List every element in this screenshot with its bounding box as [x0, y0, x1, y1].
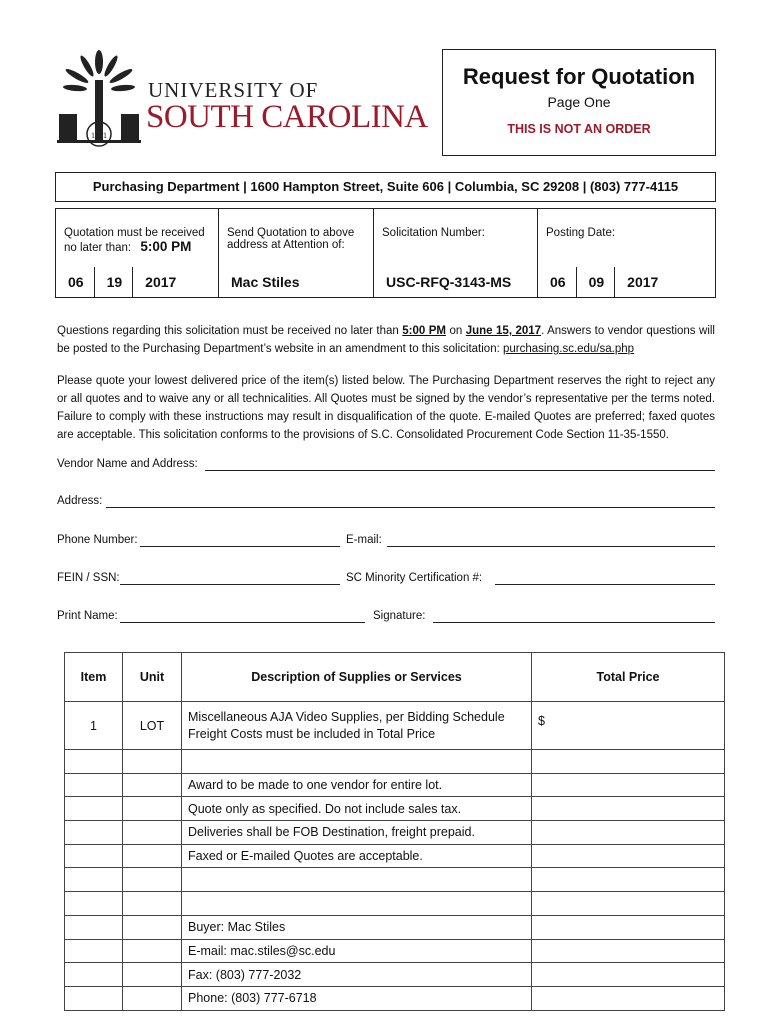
- minority-cert-field[interactable]: [495, 584, 715, 585]
- note-total-cell: [532, 963, 725, 987]
- note-item-cell: [65, 986, 123, 1010]
- note-item-cell: [65, 915, 123, 939]
- note-total-cell: [532, 986, 725, 1010]
- purchasing-address-bar: Purchasing Department | 1600 Hampton Street, Suite 606 | Columbia, SC 29208 | (803) 777-4115: [55, 172, 716, 202]
- not-an-order-notice: THIS IS NOT AN ORDER: [507, 122, 651, 136]
- table-row: [65, 702, 725, 750]
- vendor-name-label: Vendor Name and Address:: [57, 458, 198, 470]
- posting-label: Posting Date:: [546, 227, 616, 239]
- note-description-cell: Buyer: Mac Stiles: [182, 915, 532, 939]
- note-description-cell: [182, 868, 532, 892]
- note-description-cell: [182, 892, 532, 916]
- table-row: [65, 821, 725, 845]
- phone-label: Phone Number:: [57, 534, 138, 546]
- table-row: [65, 797, 725, 821]
- received-time: 5:00 PM: [140, 239, 192, 254]
- post-year: 2017: [627, 274, 659, 290]
- solicitation-cell: [374, 209, 538, 297]
- attention-cell: [219, 209, 374, 297]
- note-description-cell: [182, 750, 532, 774]
- table-row: [65, 868, 725, 892]
- signature-label: Signature:: [373, 610, 426, 622]
- note-total-cell: [532, 773, 725, 797]
- note-item-cell: [65, 939, 123, 963]
- palmetto-logo-icon: [57, 44, 141, 152]
- address-label: Address:: [57, 495, 103, 507]
- vendor-name-field[interactable]: [205, 470, 715, 471]
- note-unit-cell: [123, 750, 182, 774]
- note-description-cell: Deliveries shall be FOB Destination, freight prepaid.: [182, 821, 532, 845]
- note-total-cell: [532, 868, 725, 892]
- note-item-cell: [65, 750, 123, 774]
- logo-south-carolina: SOUTH CAROLINA: [146, 99, 428, 135]
- note-total-cell: [532, 750, 725, 774]
- note-total-cell: [532, 892, 725, 916]
- table-row: [65, 773, 725, 797]
- print-name-field[interactable]: [120, 622, 365, 623]
- page-number: Page One: [547, 94, 611, 110]
- row1-desc-line1: Miscellaneous AJA Video Supplies, per Bidding Schedule: [188, 709, 505, 724]
- due-month: 06: [56, 267, 95, 297]
- row1-description: [182, 702, 532, 750]
- note-total-cell: [532, 939, 725, 963]
- header-item: Item: [65, 653, 123, 702]
- questions-time: 5:00 PM: [402, 325, 447, 337]
- email-field[interactable]: [387, 546, 715, 547]
- note-unit-cell: [123, 773, 182, 797]
- note-unit-cell: [123, 963, 182, 987]
- svg-text:1801: 1801: [91, 131, 107, 140]
- note-description-cell: Phone: (803) 777-6718: [182, 986, 532, 1010]
- due-day: 19: [95, 267, 134, 297]
- questions-text: Questions regarding this solicitation must be received no later than: [57, 325, 403, 337]
- signature-field[interactable]: [433, 622, 715, 623]
- questions-paragraph: [57, 322, 715, 358]
- post-month: 06: [538, 267, 577, 297]
- note-unit-cell: [123, 939, 182, 963]
- questions-date: June 15, 2017: [465, 325, 542, 337]
- note-unit-cell: [123, 797, 182, 821]
- note-total-cell: [532, 821, 725, 845]
- note-description-cell: E-mail: mac.stiles@sc.edu: [182, 939, 532, 963]
- send-label-2: address at Attention of:: [227, 239, 345, 251]
- row1-total-price[interactable]: $: [532, 702, 725, 750]
- note-total-cell: [532, 844, 725, 868]
- instructions-paragraph: Please quote your lowest delivered price of the item(s) listed below. The Purchasing Department reserves the right to reject any or all quotes and to waive any or all technicalities. All Quotes must be signed by the vendor’s representative per the terms noted. Failure to comply with these instructions may result in disqualification of the quote. E-mailed Quotes are preferred; faxed quotes are acceptable. This solicitation conforms to the provisions of S.C. Consolidated Procurement Code Section 11-35-1550.: [57, 375, 715, 441]
- logo-university-of: UNIVERSITY OF: [148, 78, 319, 102]
- minority-cert-label: SC Minority Certification #:: [346, 572, 483, 584]
- header-unit: Unit: [123, 653, 182, 702]
- table-row: [65, 750, 725, 774]
- note-unit-cell: [123, 844, 182, 868]
- table-row: [65, 915, 725, 939]
- note-item-cell: [65, 963, 123, 987]
- attention-name: Mac Stiles: [231, 274, 300, 290]
- table-row: [65, 963, 725, 987]
- note-total-cell: [532, 797, 725, 821]
- note-description-cell: Award to be made to one vendor for entire lot.: [182, 773, 532, 797]
- table-row: [65, 939, 725, 963]
- page-title: Request for Quotation: [462, 64, 696, 89]
- note-item-cell: [65, 892, 123, 916]
- header-description: Description of Supplies or Services: [182, 653, 532, 702]
- send-label: Send Quotation to above: [227, 227, 355, 239]
- table-row: [65, 844, 725, 868]
- note-unit-cell: [123, 821, 182, 845]
- posting-date-cell: [538, 209, 715, 297]
- fein-field[interactable]: [120, 584, 340, 585]
- note-item-cell: [65, 844, 123, 868]
- note-description-cell: Quote only as specified. Do not include sales tax.: [182, 797, 532, 821]
- row1-unit: LOT: [123, 702, 182, 750]
- questions-text-rest: . Answers to vendor questions will be posted to the Purchasing Department’s website in an amendment to this solicitation:: [57, 325, 715, 355]
- note-unit-cell: [123, 986, 182, 1010]
- items-table: [64, 652, 725, 1011]
- row1-desc-line2: Freight Costs must be included in Total Price: [188, 726, 436, 741]
- email-label: E-mail:: [346, 534, 382, 546]
- received-label: Quotation must be received: [64, 227, 205, 239]
- phone-field[interactable]: [140, 546, 340, 547]
- header-total-price: Total Price: [532, 653, 725, 702]
- note-item-cell: [65, 797, 123, 821]
- address-field[interactable]: [106, 507, 715, 508]
- rfq-title-box: [442, 49, 716, 156]
- solicitation-info-row: [55, 208, 716, 298]
- note-item-cell: [65, 821, 123, 845]
- note-unit-cell: [123, 892, 182, 916]
- table-row: [65, 892, 725, 916]
- note-item-cell: [65, 773, 123, 797]
- due-year: 2017: [145, 274, 177, 290]
- note-description-cell: Faxed or E-mailed Quotes are acceptable.: [182, 844, 532, 868]
- fein-label: FEIN / SSN:: [57, 572, 120, 584]
- row1-item: 1: [65, 702, 123, 750]
- table-header-row: [65, 653, 725, 702]
- solicitation-number: USC-RFQ-3143-MS: [386, 274, 512, 290]
- questions-text-on: on: [446, 325, 466, 337]
- note-total-cell: [532, 915, 725, 939]
- note-unit-cell: [123, 915, 182, 939]
- print-name-label: Print Name:: [57, 610, 118, 622]
- purchasing-website-link[interactable]: purchasing.sc.edu/sa.php: [502, 343, 635, 355]
- note-unit-cell: [123, 868, 182, 892]
- post-day: 09: [577, 267, 616, 297]
- table-row: [65, 986, 725, 1010]
- solicitation-label: Solicitation Number:: [382, 227, 485, 239]
- received-label-2: no later than:: [64, 242, 132, 254]
- note-description-cell: Fax: (803) 777-2032: [182, 963, 532, 987]
- due-date-cell: [56, 209, 219, 297]
- note-item-cell: [65, 868, 123, 892]
